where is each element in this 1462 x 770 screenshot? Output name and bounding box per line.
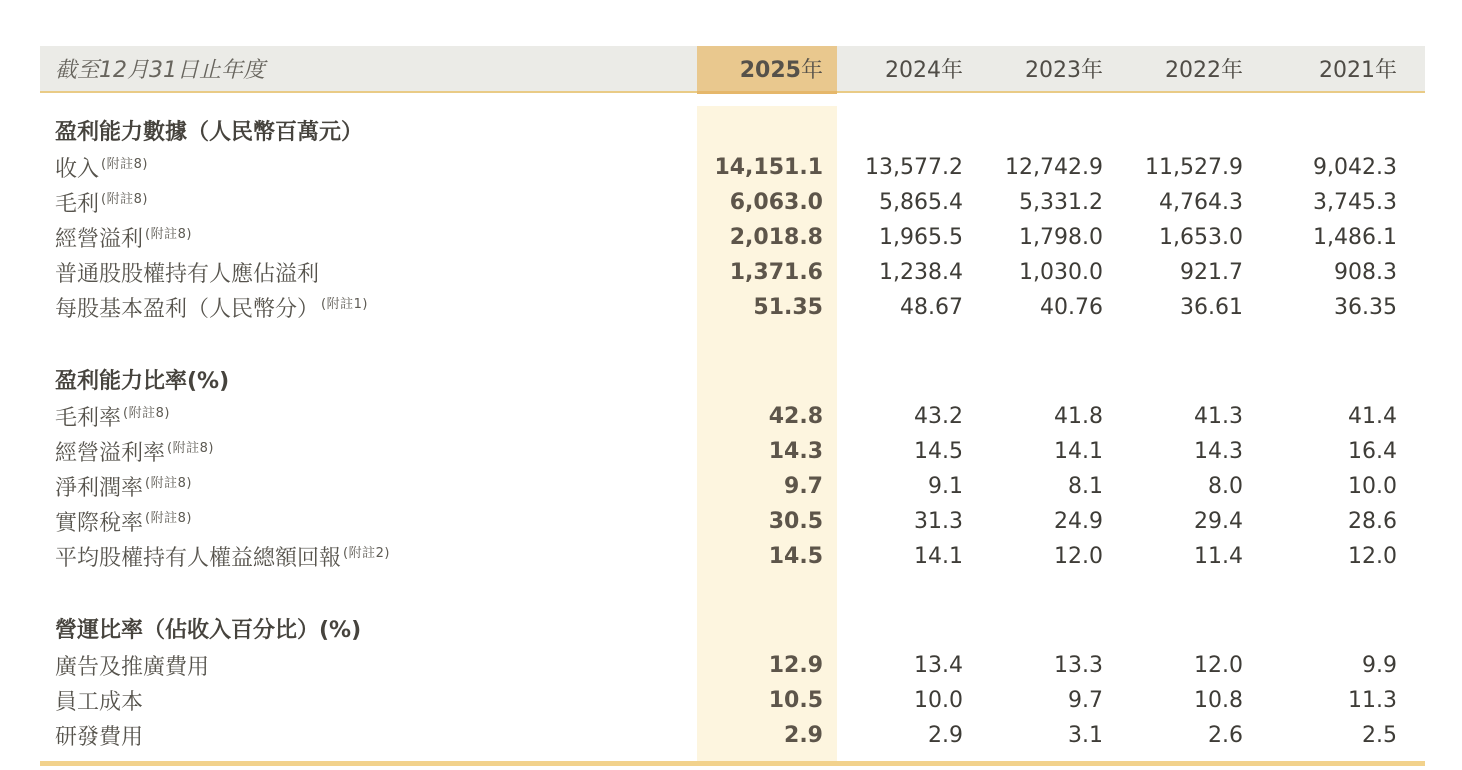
value-cell: 28.6 bbox=[1348, 509, 1397, 534]
value-cell: 10.8 bbox=[1194, 688, 1243, 713]
spacer-cell bbox=[40, 753, 697, 763]
table-row bbox=[40, 150, 1425, 185]
value-cell: 11,527.9 bbox=[1145, 155, 1243, 180]
value-cell: 31.3 bbox=[914, 509, 963, 534]
row-label-cell bbox=[40, 255, 697, 290]
footnote-ref: (附註1) bbox=[321, 297, 368, 312]
value-cell: 11.3 bbox=[1348, 688, 1397, 713]
section-heading-row bbox=[40, 106, 1425, 150]
row-label: 經營溢利率 bbox=[55, 441, 166, 466]
value-cell-2025: 14.5 bbox=[697, 539, 837, 574]
year-number: 2021 bbox=[1318, 58, 1375, 83]
value-cell: 1,798.0 bbox=[1019, 225, 1103, 250]
row-label-cell bbox=[40, 683, 697, 718]
value-cell: 40.76 bbox=[1040, 295, 1103, 320]
year-number: 2025 bbox=[739, 57, 801, 83]
table-row bbox=[40, 648, 1425, 683]
footnote-ref: (附註8) bbox=[145, 511, 192, 526]
value-cell: 36.35 bbox=[1334, 295, 1397, 320]
empty-cell bbox=[837, 604, 977, 648]
value-cell: 2.6 bbox=[1208, 723, 1243, 748]
value-cell-2025: 12.9 bbox=[697, 648, 837, 683]
value-cell: 921.7 bbox=[1180, 260, 1243, 285]
row-label: 普通股股權持有人應佔溢利 bbox=[55, 262, 320, 287]
empty-cell bbox=[1117, 355, 1257, 399]
value-cell: 10.0 bbox=[914, 688, 963, 713]
year-number: 2024 bbox=[884, 58, 941, 83]
spacer-cell bbox=[837, 325, 1425, 355]
value-cell: 5,865.4 bbox=[879, 190, 963, 215]
year-header-2022 bbox=[1117, 46, 1257, 92]
empty-cell bbox=[977, 106, 1117, 150]
table-body bbox=[40, 92, 1425, 763]
row-label-cell bbox=[40, 185, 697, 220]
spacer-cell-highlight bbox=[697, 325, 837, 355]
value-cell: 1,965.5 bbox=[879, 225, 963, 250]
value-cell: 4,764.3 bbox=[1159, 190, 1243, 215]
value-cell-2025: 14,151.1 bbox=[697, 150, 837, 185]
spacer-cell bbox=[40, 92, 697, 106]
row-label-cell bbox=[40, 399, 697, 434]
spacer-cell bbox=[40, 325, 697, 355]
row-label: 研發費用 bbox=[55, 725, 144, 750]
value-cell: 14.1 bbox=[1054, 439, 1103, 464]
value-cell: 1,653.0 bbox=[1159, 225, 1243, 250]
year-header-2023 bbox=[977, 46, 1117, 92]
table-row bbox=[40, 185, 1425, 220]
section-heading-row bbox=[40, 355, 1425, 399]
empty-cell bbox=[977, 355, 1117, 399]
empty-cell bbox=[1257, 604, 1425, 648]
value-cell: 48.67 bbox=[900, 295, 963, 320]
value-cell: 12.0 bbox=[1348, 544, 1397, 569]
value-cell: 1,238.4 bbox=[879, 260, 963, 285]
table-row bbox=[40, 539, 1425, 574]
bottom-filler-row bbox=[40, 753, 1425, 763]
footnote-ref: (附註2) bbox=[343, 546, 390, 561]
value-cell: 12,742.9 bbox=[1005, 155, 1103, 180]
value-cell: 24.9 bbox=[1054, 509, 1103, 534]
row-label: 平均股權持有人權益總額回報 bbox=[55, 546, 342, 571]
empty-cell bbox=[977, 604, 1117, 648]
value-cell: 3.1 bbox=[1068, 723, 1103, 748]
row-label: 實際稅率 bbox=[55, 511, 144, 536]
value-cell: 36.61 bbox=[1180, 295, 1243, 320]
empty-cell bbox=[697, 355, 837, 399]
empty-cell bbox=[837, 106, 977, 150]
year-suffix: 年 bbox=[800, 57, 823, 83]
table-row bbox=[40, 290, 1425, 325]
table-row bbox=[40, 399, 1425, 434]
table-row bbox=[40, 255, 1425, 290]
footnote-ref: (附註8) bbox=[167, 441, 214, 456]
row-label-cell bbox=[40, 150, 697, 185]
row-label-cell bbox=[40, 718, 697, 753]
value-cell-2025: 1,371.6 bbox=[697, 255, 837, 290]
table-row bbox=[40, 434, 1425, 469]
value-cell: 41.8 bbox=[1054, 404, 1103, 429]
value-cell: 908.3 bbox=[1334, 260, 1397, 285]
value-cell: 29.4 bbox=[1194, 509, 1243, 534]
footnote-ref: (附註8) bbox=[145, 476, 192, 491]
value-cell: 5,331.2 bbox=[1019, 190, 1103, 215]
year-header-2021 bbox=[1257, 46, 1425, 92]
spacer-cell-highlight bbox=[697, 574, 837, 604]
spacer-cell-highlight bbox=[697, 753, 837, 763]
row-label: 員工成本 bbox=[55, 690, 144, 715]
row-label: 淨利潤率 bbox=[55, 476, 144, 501]
section-gap-row bbox=[40, 574, 1425, 604]
empty-cell bbox=[697, 604, 837, 648]
value-cell: 12.0 bbox=[1194, 653, 1243, 678]
section-title: 盈利能力比率(%) bbox=[55, 369, 230, 394]
row-label-cell bbox=[40, 504, 697, 539]
value-cell: 14.1 bbox=[914, 544, 963, 569]
row-label-cell bbox=[40, 469, 697, 504]
value-cell: 2.5 bbox=[1362, 723, 1397, 748]
value-cell: 14.5 bbox=[914, 439, 963, 464]
empty-cell bbox=[1117, 106, 1257, 150]
year-suffix: 年 bbox=[1220, 58, 1243, 83]
value-cell: 1,486.1 bbox=[1313, 225, 1397, 250]
header-row bbox=[40, 46, 1425, 92]
value-cell: 43.2 bbox=[914, 404, 963, 429]
footnote-ref: (附註8) bbox=[123, 406, 170, 421]
row-label: 經營溢利 bbox=[55, 227, 144, 252]
header-gap-row bbox=[40, 92, 1425, 106]
value-cell: 16.4 bbox=[1348, 439, 1397, 464]
footnote-ref: (附註8) bbox=[145, 227, 192, 242]
spacer-cell bbox=[837, 92, 1425, 106]
row-label: 毛利 bbox=[55, 192, 100, 217]
value-cell: 14.3 bbox=[1194, 439, 1243, 464]
year-header-2025 bbox=[697, 46, 837, 92]
row-label: 每股基本盈利（人民幣分） bbox=[55, 297, 320, 322]
value-cell: 13,577.2 bbox=[865, 155, 963, 180]
section-title: 盈利能力數據（人民幣百萬元） bbox=[55, 120, 364, 145]
value-cell-2025: 51.35 bbox=[697, 290, 837, 325]
value-cell: 12.0 bbox=[1054, 544, 1103, 569]
footnote-ref: (附註8) bbox=[101, 157, 148, 172]
row-label-cell bbox=[40, 648, 697, 683]
table-row bbox=[40, 718, 1425, 753]
spacer-cell-highlight bbox=[697, 92, 837, 106]
year-suffix: 年 bbox=[940, 58, 963, 83]
value-cell: 10.0 bbox=[1348, 474, 1397, 499]
row-label-cell bbox=[40, 290, 697, 325]
year-header-2024 bbox=[837, 46, 977, 92]
spacer-cell bbox=[40, 574, 697, 604]
row-label: 毛利率 bbox=[55, 406, 122, 431]
year-number: 2023 bbox=[1024, 58, 1081, 83]
empty-cell bbox=[1257, 355, 1425, 399]
section-title: 營運比率（佔收入百分比）(%) bbox=[55, 618, 362, 643]
row-label-cell bbox=[40, 220, 697, 255]
value-cell: 41.4 bbox=[1348, 404, 1397, 429]
value-cell-2025: 9.7 bbox=[697, 469, 837, 504]
row-label-cell bbox=[40, 434, 697, 469]
empty-cell bbox=[697, 106, 837, 150]
footnote-ref: (附註8) bbox=[101, 192, 148, 207]
value-cell: 9.7 bbox=[1068, 688, 1103, 713]
value-cell: 3,745.3 bbox=[1313, 190, 1397, 215]
year-number: 2022 bbox=[1164, 58, 1221, 83]
value-cell-2025: 14.3 bbox=[697, 434, 837, 469]
table-row bbox=[40, 504, 1425, 539]
value-cell: 8.0 bbox=[1208, 474, 1243, 499]
row-label: 廣告及推廣費用 bbox=[55, 655, 210, 680]
value-cell: 13.3 bbox=[1054, 653, 1103, 678]
value-cell-2025: 42.8 bbox=[697, 399, 837, 434]
value-cell: 9.1 bbox=[928, 474, 963, 499]
value-cell-2025: 2.9 bbox=[697, 718, 837, 753]
value-cell: 41.3 bbox=[1194, 404, 1243, 429]
empty-cell bbox=[837, 355, 977, 399]
value-cell: 2.9 bbox=[928, 723, 963, 748]
value-cell: 11.4 bbox=[1194, 544, 1243, 569]
year-suffix: 年 bbox=[1080, 58, 1103, 83]
year-suffix: 年 bbox=[1374, 58, 1397, 83]
value-cell: 13.4 bbox=[914, 653, 963, 678]
table-row bbox=[40, 469, 1425, 504]
row-label-cell bbox=[40, 539, 697, 574]
value-cell-2025: 6,063.0 bbox=[697, 185, 837, 220]
table-row bbox=[40, 683, 1425, 718]
section-heading-row bbox=[40, 604, 1425, 648]
value-cell: 9.9 bbox=[1362, 653, 1397, 678]
empty-cell bbox=[1117, 604, 1257, 648]
row-label: 收入 bbox=[55, 157, 100, 182]
value-cell: 9,042.3 bbox=[1313, 155, 1397, 180]
value-cell: 1,030.0 bbox=[1019, 260, 1103, 285]
value-cell-2025: 2,018.8 bbox=[697, 220, 837, 255]
spacer-cell bbox=[837, 574, 1425, 604]
period-label: 截至12月31日止年度 bbox=[40, 46, 697, 92]
section-gap-row bbox=[40, 325, 1425, 355]
empty-cell bbox=[1257, 106, 1425, 150]
value-cell-2025: 30.5 bbox=[697, 504, 837, 539]
value-cell: 8.1 bbox=[1068, 474, 1103, 499]
financial-summary-table bbox=[40, 46, 1425, 766]
spacer-cell bbox=[837, 753, 1425, 763]
value-cell-2025: 10.5 bbox=[697, 683, 837, 718]
table-row bbox=[40, 220, 1425, 255]
